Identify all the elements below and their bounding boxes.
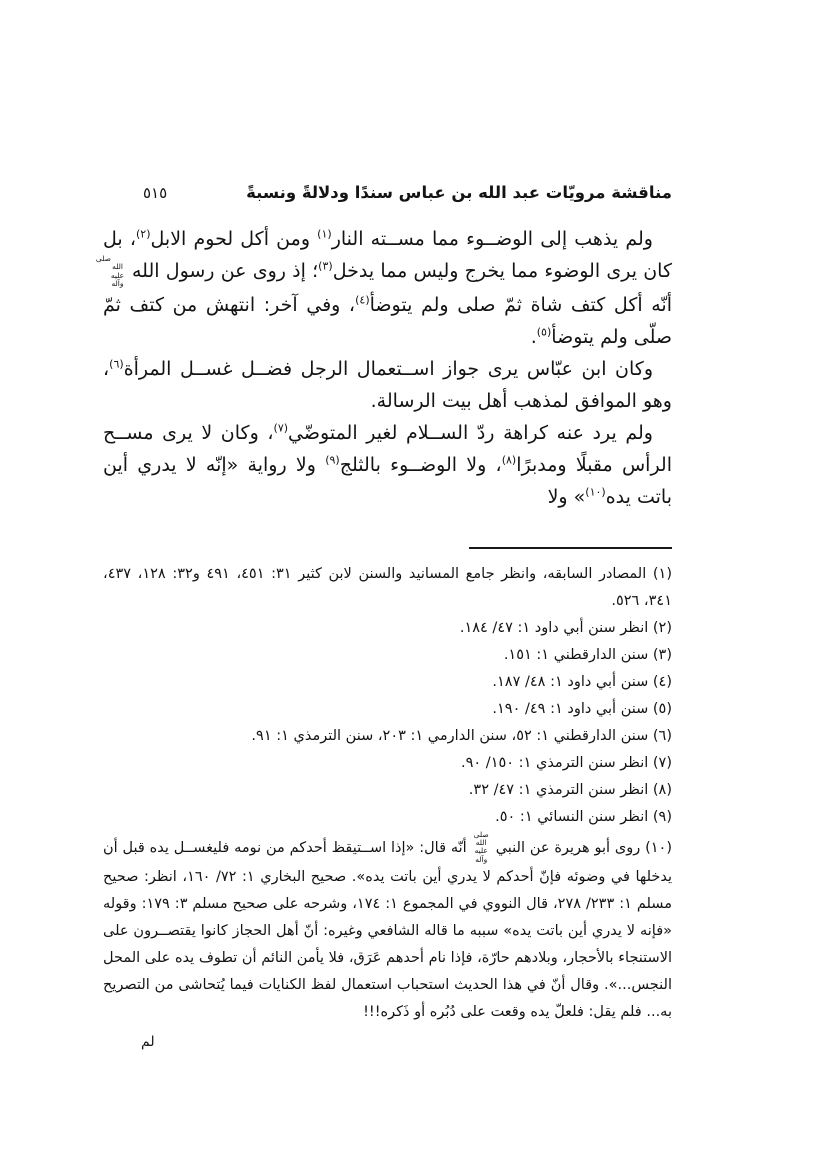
paragraph-1-text-after: أنّه أكل كتف شاة ثمّ صلى ولم يتوضأ$^{(٤)}$، وفي آخر: انتهش من كتف ثمّ صلّى ولم يتوضأ$^{(٥)}$. (103, 293, 672, 348)
footnote-9: (٩) انظر سنن النسائي ١: ٥٠. (495, 808, 672, 825)
catchword-mark: لم (141, 1034, 155, 1051)
paragraph-1 (95, 223, 672, 353)
footnote-8: (٨) انظر سنن الترمذي ١: ٤٧/ ٣٢. (468, 781, 672, 798)
running-title: مناقشة مرويّات عبد الله بن عباس سندًا ودلالةً ونسبةً (246, 183, 672, 202)
footnote-10-text-before: (١٠) روى أبو هريرة عن النبي (495, 839, 672, 856)
page-header (103, 183, 672, 202)
footnote-10 (103, 831, 672, 1027)
text-block (95, 183, 673, 1052)
paragraph-1-text-before: ولم يذهب إلى الوضــوء مما مســته النار$^{(١)}$ ومن أكل لحوم الابل$^{(٢)}$، بل كان يرى الوضوء مما يخرج وليس مما يدخل$^{(٣)}$؛ إذ روى عن رسول الله (103, 227, 672, 283)
footnotes-section (103, 561, 672, 1053)
main-text (95, 223, 672, 513)
prophet-honorific-seal-icon: صلى الله عليه وآله (95, 254, 125, 289)
footnote-3: (٣) سنن الدارقطني ١: ١٥١. (503, 646, 672, 663)
footnote-1: (١) المصادر السابقه، وانظر جامع المسانيد والسنن لابن كثير ٣١: ٤٥١، ٤٩١ و٣٢: ١٢٨، ٤٣٧، ٣٤١، ٥٢٦. (103, 565, 672, 609)
prophet-honorific-seal-icon: صلى الله عليه وآله (473, 829, 489, 864)
footnote-5: (٥) سنن أبي داود ١: ٤٩/ ١٩٠. (492, 700, 672, 717)
footnote-separator (469, 547, 672, 549)
footnote-7: (٧) انظر سنن الترمذي ١: ١٥٠/ ٩٠. (461, 754, 672, 771)
footnote-2: (٢) انظر سنن أبي داود ١: ٤٧/ ١٨٤. (459, 619, 672, 636)
footnote-6: (٦) سنن الدارقطني ١: ٥٢، سنن الدارمي ١: ٢٠٣، سنن الترمذي ١: ٩١. (251, 727, 672, 744)
footnote-10-text-after: أنّه قال: «إذا اســتيقظ أحدكم من نومه فليغســل يده قبل أن يدخلها في وضوئه فإنّ أحدكم لا يدري أين باتت يده». صحيح البخاري ١: ٧٢/ ١٦٠، انظر: صحيح مسلم ١: ٢٣٣/ ٢٧٨، قال النووي في المجموع ١: ١٧٤، وشرحه على صحيح مسلم ٣: ١٧٩: وقوله «فإنه لا يدري أين باتت يده» سببه ما قاله الشافعي وغيره: أنّ أهل الحجاز كانوا يقتصــرون على الاستنجاء بالأحجار، وبلادهم حارّة، فإذا نام أحدهم عَرَق، فلا يأمن النائم أن تطوف يده على المحل النجس...». وقال أنّ في هذا الحديث استحباب استعمال لفظ الكنايات فيما يُتحاشى من التصريح به... فلم يقل: فلعلّ يده وقعت على دُبُره أو ذَكره!!! (103, 839, 673, 1021)
footnote-4: (٤) سنن أبي داود ١: ٤٨/ ١٨٧. (492, 673, 672, 690)
page-number: ٥١٥ (143, 184, 168, 202)
paragraph-3: ولم يرد عنه كراهة ردّ الســلام لغير المتوضّي$^{(٧)}$، وكان لا يرى مســح الرأس مقبلًا ومدبرًا$^{(٨)}$، ولا الوضــوء بالثلج$^{(٩)}$ ولا رواية «إنّه لا يدري أين باتت يده$^{(١٠)}$» ولا (103, 421, 672, 508)
paragraph-2: وكان ابن عبّاس يرى جواز اســتعمال الرجل فضــل غســل المرأة$^{(٦)}$، وهو الموافق لمذهب أهل بيت الرسالة. (103, 357, 672, 412)
